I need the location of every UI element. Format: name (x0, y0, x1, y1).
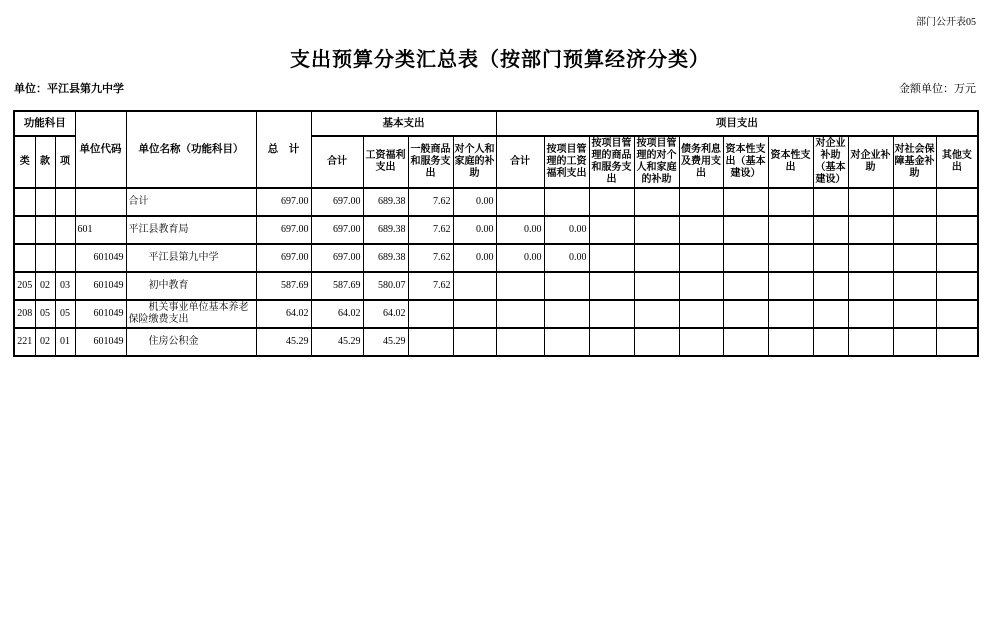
cell-amount: 0.00 (453, 244, 496, 272)
cell-amount (936, 272, 978, 300)
cell-amount (679, 300, 723, 328)
col-header-basic-family: 对个人和家庭的补助 (453, 136, 496, 188)
meta-row (14, 83, 976, 96)
col-header-basic-goods: 一般商品和服务支出 (408, 136, 453, 188)
table-row (14, 244, 978, 272)
col-header-capital-basic-constr: 资本性支出（基本建设） (723, 136, 768, 188)
col-header-section: 款 (35, 136, 55, 188)
cell-amount (813, 216, 848, 244)
cell-amount (589, 300, 634, 328)
cell-func-section (35, 244, 55, 272)
col-header-item: 项 (55, 136, 75, 188)
cell-amount: 580.07 (363, 272, 408, 300)
cell-amount (893, 216, 936, 244)
col-header-project-group: 项目支出 (496, 111, 978, 136)
cell-amount (589, 244, 634, 272)
cell-amount: 7.62 (408, 188, 453, 216)
cell-amount: 0.00 (496, 216, 544, 244)
cell-func-section: 05 (35, 300, 55, 328)
cell-amount (679, 328, 723, 356)
cell-amount (848, 244, 893, 272)
cell-amount (544, 188, 589, 216)
cell-amount (589, 272, 634, 300)
cell-amount (723, 216, 768, 244)
col-header-social-security: 对社会保障基金补助 (893, 136, 936, 188)
cell-amount (634, 300, 679, 328)
cell-amount (768, 188, 813, 216)
cell-amount (496, 300, 544, 328)
cell-func-class: 205 (14, 272, 35, 300)
cell-func-section (35, 188, 55, 216)
cell-amount (768, 216, 813, 244)
cell-func-section: 02 (35, 272, 55, 300)
amount-unit-label: 金额单位：万元 (899, 83, 976, 95)
cell-amount: 697.00 (311, 244, 363, 272)
page-title: 支出预算分类汇总表（按部门预算经济分类） (290, 49, 710, 71)
col-header-total: 总 计 (256, 111, 311, 188)
cell-func-class (14, 188, 35, 216)
cell-func-item: 05 (55, 300, 75, 328)
col-header-proj-wage: 按项目管理的工资福利支出 (544, 136, 589, 188)
cell-amount: 0.00 (453, 188, 496, 216)
cell-func-class: 221 (14, 328, 35, 356)
cell-amount: 0.00 (496, 244, 544, 272)
cell-amount: 587.69 (311, 272, 363, 300)
table-row (14, 328, 978, 356)
cell-amount: 7.62 (408, 216, 453, 244)
col-header-enterprise: 对企业补助 (848, 136, 893, 188)
cell-amount: 697.00 (256, 216, 311, 244)
cell-amount (453, 272, 496, 300)
cell-unit-code: 601049 (75, 300, 126, 328)
cell-amount (634, 216, 679, 244)
cell-amount (634, 244, 679, 272)
cell-amount (723, 300, 768, 328)
cell-amount (848, 216, 893, 244)
cell-amount (679, 244, 723, 272)
cell-unit-code (75, 188, 126, 216)
cell-amount (408, 300, 453, 328)
cell-amount: 45.29 (311, 328, 363, 356)
cell-amount (634, 272, 679, 300)
cell-unit-name: 机关事业单位基本养老保险缴费支出 (126, 300, 256, 328)
cell-amount (813, 300, 848, 328)
cell-amount: 0.00 (453, 216, 496, 244)
cell-amount (544, 272, 589, 300)
cell-amount: 64.02 (363, 300, 408, 328)
cell-amount (679, 216, 723, 244)
cell-amount (848, 300, 893, 328)
cell-unit-code: 601 (75, 216, 126, 244)
col-header-proj-total: 合计 (496, 136, 544, 188)
cell-amount (936, 328, 978, 356)
cell-unit-name: 合计 (126, 188, 256, 216)
cell-amount (453, 300, 496, 328)
cell-amount: 697.00 (311, 188, 363, 216)
col-header-basic-group: 基本支出 (311, 111, 496, 136)
budget-table (13, 110, 979, 357)
cell-amount (453, 328, 496, 356)
table-row (14, 300, 978, 328)
cell-unit-code: 601049 (75, 244, 126, 272)
cell-amount: 689.38 (363, 216, 408, 244)
table-row (14, 216, 978, 244)
cell-amount (723, 328, 768, 356)
cell-amount (768, 244, 813, 272)
col-header-unit-name: 单位名称（功能科目） (126, 111, 256, 188)
cell-amount: 45.29 (363, 328, 408, 356)
cell-amount (848, 272, 893, 300)
cell-func-class (14, 216, 35, 244)
cell-amount (936, 216, 978, 244)
cell-amount (848, 188, 893, 216)
cell-amount: 64.02 (311, 300, 363, 328)
cell-unit-code: 601049 (75, 272, 126, 300)
col-header-debt-interest: 债务利息及费用支出 (679, 136, 723, 188)
cell-amount: 45.29 (256, 328, 311, 356)
doc-code: 部门公开表05 (916, 17, 976, 28)
cell-unit-code: 601049 (75, 328, 126, 356)
cell-amount (768, 328, 813, 356)
cell-unit-name: 住房公积金 (126, 328, 256, 356)
cell-amount (893, 188, 936, 216)
cell-amount (723, 188, 768, 216)
cell-amount: 7.62 (408, 244, 453, 272)
cell-amount: 689.38 (363, 244, 408, 272)
cell-amount: 7.62 (408, 272, 453, 300)
cell-amount: 0.00 (544, 244, 589, 272)
cell-amount (723, 244, 768, 272)
cell-func-section (35, 216, 55, 244)
col-header-proj-family: 按项目管理的对个人和家庭的补助 (634, 136, 679, 188)
cell-amount (893, 244, 936, 272)
cell-amount (589, 188, 634, 216)
col-header-enterprise-basic-constr: 对企业补助（基本建设） (813, 136, 848, 188)
cell-amount: 697.00 (311, 216, 363, 244)
cell-amount (496, 188, 544, 216)
col-header-proj-goods: 按项目管理的商品和服务支出 (589, 136, 634, 188)
col-header-unit-code: 单位代码 (75, 111, 126, 188)
cell-amount (813, 188, 848, 216)
table-row (14, 188, 978, 216)
col-header-basic-total: 合计 (311, 136, 363, 188)
col-header-capital: 资本性支出 (768, 136, 813, 188)
cell-amount (408, 328, 453, 356)
cell-amount (723, 272, 768, 300)
cell-amount: 0.00 (544, 216, 589, 244)
cell-amount (848, 328, 893, 356)
cell-amount (893, 328, 936, 356)
cell-amount (768, 300, 813, 328)
cell-amount (936, 300, 978, 328)
cell-amount: 697.00 (256, 188, 311, 216)
cell-amount (893, 300, 936, 328)
cell-amount (813, 272, 848, 300)
cell-func-item (55, 244, 75, 272)
cell-amount (634, 328, 679, 356)
cell-amount (936, 188, 978, 216)
cell-func-class: 208 (14, 300, 35, 328)
cell-amount: 697.00 (256, 244, 311, 272)
unit-label: 单位：平江县第九中学 (14, 83, 124, 95)
cell-amount (768, 272, 813, 300)
cell-unit-name: 平江县教育局 (126, 216, 256, 244)
cell-func-item (55, 188, 75, 216)
cell-amount (679, 188, 723, 216)
cell-amount: 64.02 (256, 300, 311, 328)
cell-amount (679, 272, 723, 300)
cell-amount (936, 244, 978, 272)
cell-amount (496, 272, 544, 300)
header-group-row (14, 111, 978, 136)
cell-amount (893, 272, 936, 300)
col-header-func-group: 功能科目 (14, 111, 75, 136)
cell-amount (544, 328, 589, 356)
cell-func-item: 01 (55, 328, 75, 356)
cell-amount (813, 328, 848, 356)
cell-amount: 587.69 (256, 272, 311, 300)
cell-func-item (55, 216, 75, 244)
col-header-class: 类 (14, 136, 35, 188)
cell-unit-name: 初中教育 (126, 272, 256, 300)
cell-func-section: 02 (35, 328, 55, 356)
cell-func-item: 03 (55, 272, 75, 300)
cell-amount (496, 328, 544, 356)
cell-amount (589, 216, 634, 244)
cell-amount (544, 300, 589, 328)
cell-amount (813, 244, 848, 272)
cell-amount: 689.38 (363, 188, 408, 216)
cell-func-class (14, 244, 35, 272)
cell-unit-name: 平江县第九中学 (126, 244, 256, 272)
table-row (14, 272, 978, 300)
col-header-other: 其他支出 (936, 136, 978, 188)
cell-amount (634, 188, 679, 216)
col-header-basic-wage: 工资福利支出 (363, 136, 408, 188)
cell-amount (589, 328, 634, 356)
